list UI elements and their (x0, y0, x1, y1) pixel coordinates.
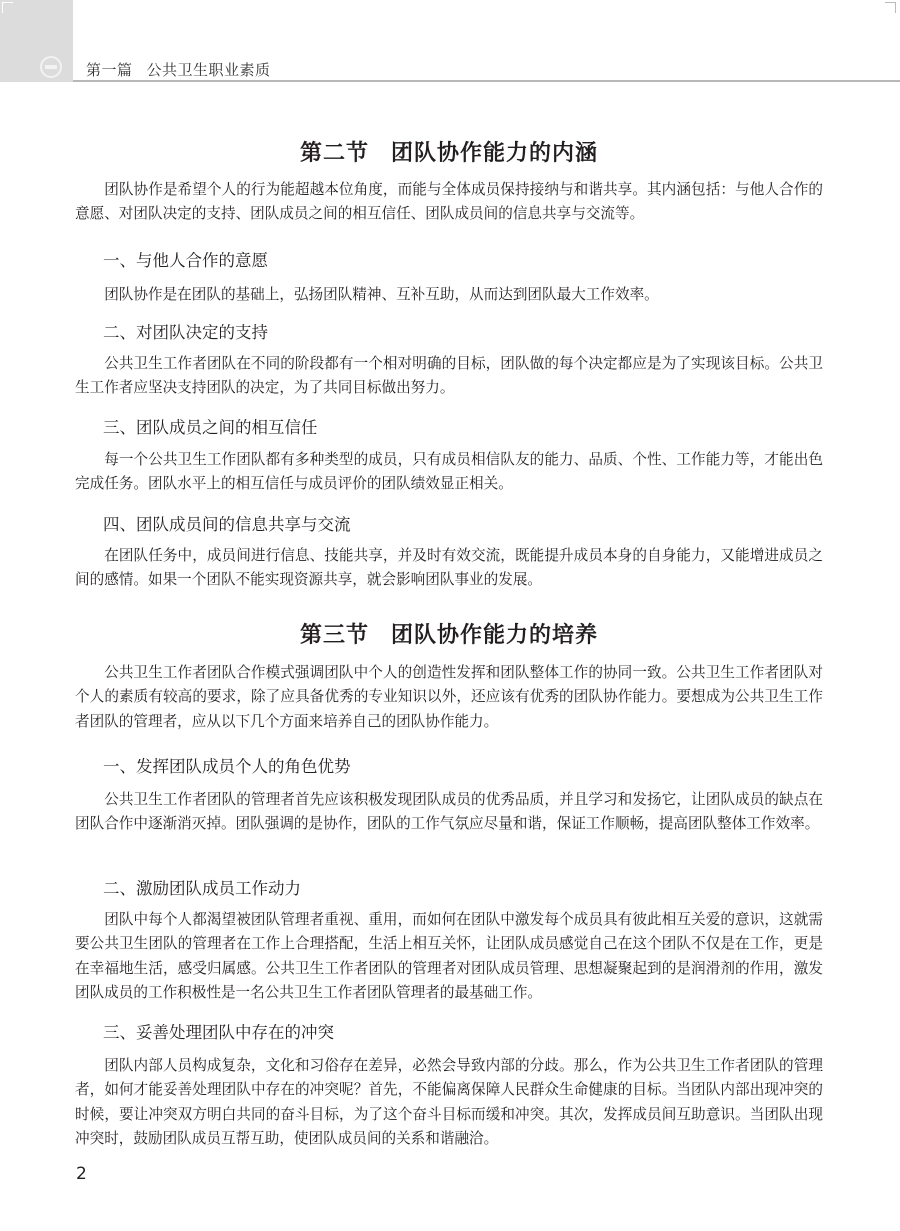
subheading (75, 319, 823, 343)
paragraph (75, 544, 823, 593)
page-number: 2 (76, 1164, 87, 1184)
subheading-text: 四、团队成员间的信息共享与交流 (103, 515, 351, 534)
crop-mark (2, 2, 13, 13)
paragraph (75, 788, 823, 837)
subheading-text: 三、妥善处理团队中存在的冲突 (103, 1023, 334, 1042)
paragraph (75, 352, 823, 401)
publisher-logo-icon (40, 56, 62, 78)
subheading-text: 一、发挥团队成员个人的角色优势 (103, 757, 351, 776)
subheading (75, 1019, 823, 1043)
paragraph-text: 团队协作是在团队的基础上，弘扬团队精神、互补互助，从而达到团队最大工作效率。 (104, 286, 659, 303)
subheading-text: 二、激励团队成员工作动力 (103, 879, 301, 898)
section-title-text: 团队协作能力的内涵 (391, 140, 599, 166)
paragraph (75, 908, 823, 1005)
paragraph-text: 公共卫生工作者团队在不同的阶段都有一个相对明确的目标，团队做的每个决定都应是为了实现该目标。公共卫生工作者应坚决支持团队的决定，为了共同目标做出努力。 (75, 355, 823, 397)
header-gray-block (0, 0, 73, 82)
section-title (75, 618, 823, 649)
subheading (75, 753, 823, 777)
section-number: 第二节 (299, 140, 369, 166)
crop-mark (885, 2, 896, 13)
paragraph-text: 在团队任务中，成员间进行信息、技能共享，并及时有效交流，既能提升成员本身的自身能力，又能增进成员之间的感情。如果一个团队不能实现资源共享，就会影响团队事业的发展。 (75, 547, 823, 589)
running-header (86, 59, 271, 80)
subheading (75, 875, 823, 899)
paragraph-text: 团队内部人员构成复杂，文化和习俗存在差异，必然会导致内部的分歧。那么，作为公共卫生工作者团队的管理者，如何才能妥善处理团队中存在的冲突呢？首先，不能偏离保障人民群众生命健康的目标。当团队内部出现冲突的时候，要让冲突双方明白共同的奋斗目标，为了这个奋斗目标而缓和冲突。其次，发挥成员间互助意识。当团队出现冲突时，鼓励团队成员互帮互助，使团队成员间的关系和谐融洽。 (75, 1057, 823, 1147)
subheading-text: 二、对团队决定的支持 (103, 323, 268, 342)
paragraph-text: 团队中每个人都渴望被团队管理者重视、重用，而如何在团队中激发每个成员具有彼此相互关爱的意识，这就需要公共卫生团队的管理者在工作上合理搭配，生活上相互关怀，让团队成员感觉自己在这个团队不仅是在工作，更是在幸福地生活，感受归属感。公共卫生工作者团队的管理者对团队成员管理、思想凝聚起到的是润滑剂的作用，激发团队成员的工作积极性是一名公共卫生工作者团队管理者的最基础工作。 (75, 911, 823, 1001)
header-rule (73, 80, 900, 82)
paragraph-text: 团队协作是希望个人的行为能超越本位角度，而能与全体成员保持接纳与和谐共享。其内涵包括：与他人合作的意愿、对团队决定的支持、团队成员之间的相互信任、团队成员间的信息共享与交流等。 (75, 181, 823, 223)
paragraph-text: 每一个公共卫生工作团队都有多种类型的成员，只有成员相信队友的能力、品质、个性、工作能力等，才能出色完成任务。团队水平上的相互信任与成员评价的团队绩效显正相关。 (75, 451, 823, 493)
subheading-text: 一、与他人合作的意愿 (103, 251, 268, 270)
section-title-text: 团队协作能力的培养 (391, 622, 599, 648)
paragraph (75, 178, 823, 227)
paragraph (75, 283, 823, 307)
subheading (75, 414, 823, 438)
header-part: 第一篇 (86, 61, 133, 79)
section-number: 第三节 (299, 622, 369, 648)
paragraph-text: 公共卫生工作者团队合作模式强调团队中个人的创造性发挥和团队整体工作的协同一致。公共卫生工作者团队对个人的素质有较高的要求，除了应具备优秀的专业知识以外，还应该有优秀的团队协作能力。要想成为公共卫生工作者团队的管理者，应从以下几个方面来培养自己的团队协作能力。 (75, 664, 823, 730)
paragraph-text: 公共卫生工作者团队的管理者首先应该积极发现团队成员的优秀品质，并且学习和发扬它，让团队成员的缺点在团队合作中逐渐消灭掉。团队强调的是协作，团队的工作气氛应尽量和谐，保证工作顺畅，提高团队整体工作效率。 (75, 791, 823, 833)
paragraph (75, 1054, 823, 1151)
paragraph (75, 661, 823, 734)
subheading-text: 三、团队成员之间的相互信任 (103, 418, 318, 437)
paragraph (75, 448, 823, 497)
header-title: 公共卫生职业素质 (146, 61, 271, 79)
subheading (75, 247, 823, 271)
section-title (75, 136, 823, 167)
subheading (75, 511, 823, 535)
